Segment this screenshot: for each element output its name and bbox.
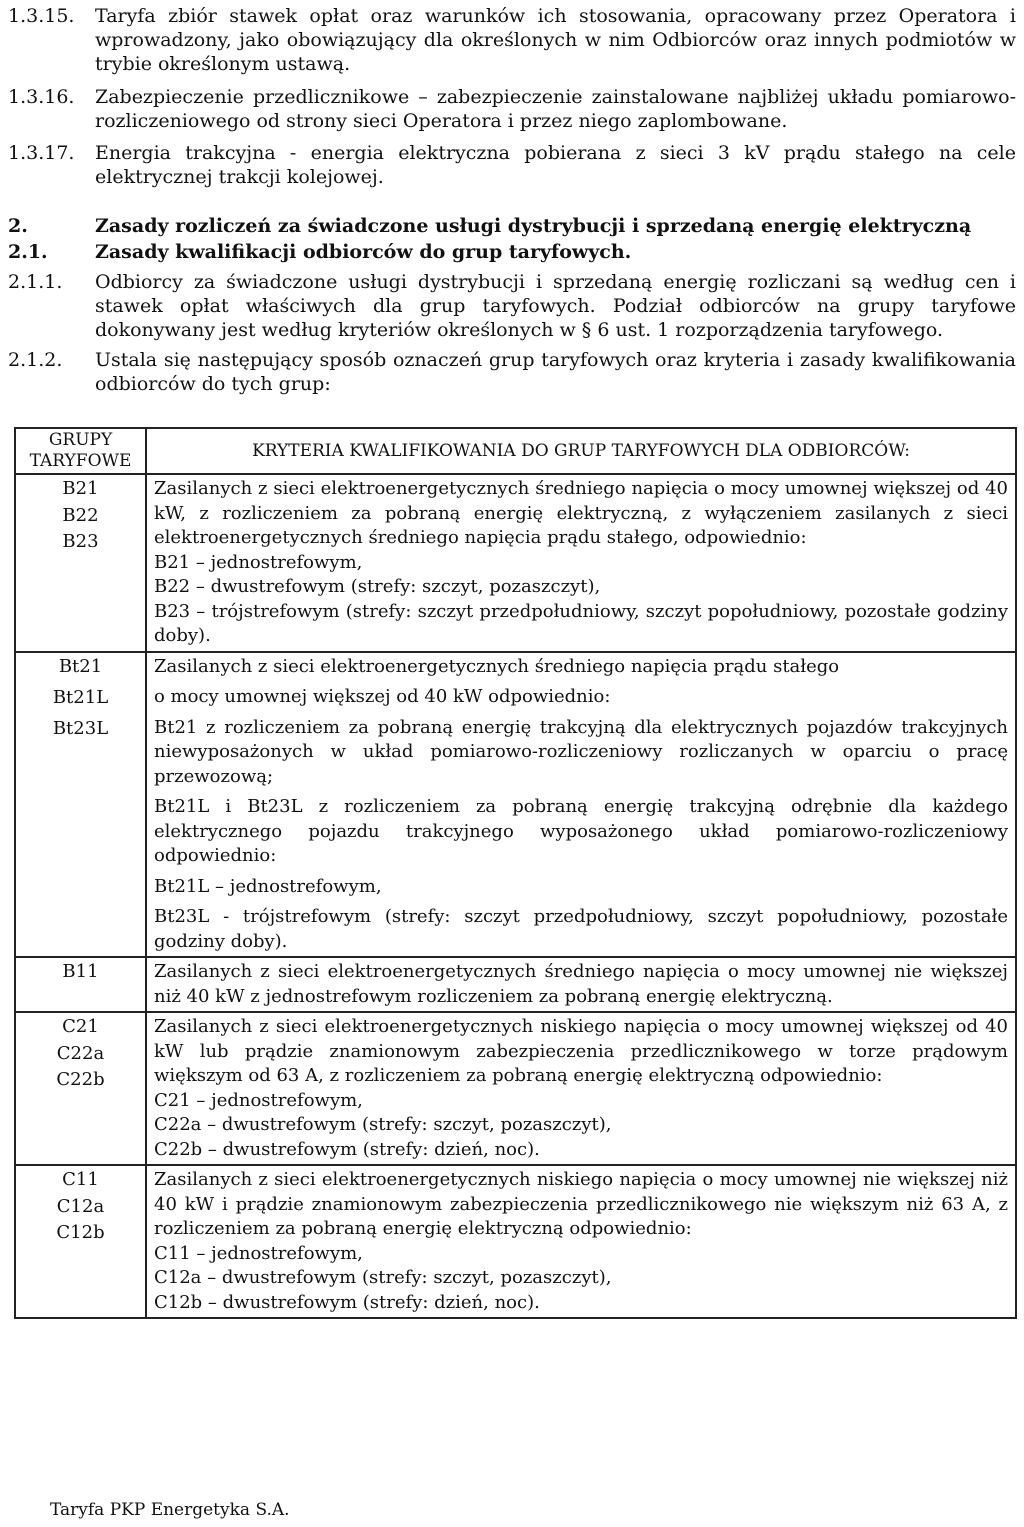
group-code: C22b [56,1069,105,1090]
group-code: Bt21L [52,686,109,708]
criteria-cell [146,474,1016,652]
criteria-line: B23 – trójstrefowym (strefy: szczyt przedpołudniowy, szczyt popołudniowy, pozostałe godziny doby). [154,600,1008,646]
criteria-line: Zasilanych z sieci elektroenergetycznych niskiego napięcia o mocy umownej większej od 40 kW lub prądzie znamionowym zabezpieczenia przedlicznikowego w torze prądowym większym od 63 A, z rozliczeniem za pobraną energię elektryczną odpowiednio: [154,1016,1008,1086]
criteria-line: Zasilanych z sieci elektroenergetycznych średniego napięcia o mocy umownej większej od 40 kW, z rozliczeniem za pobraną energię elektryczną, z wyłączeniem zasilanych z sieci elektroenergetycznych średniego napięcia prądu stałego, odpowiednio: [154,478,1008,548]
group-code: B11 [62,961,99,982]
criteria-cell [146,652,1016,958]
criteria-line: C12a – dwustrefowym (strefy: szczyt, pozaszczyt), [154,1267,612,1288]
header-groups-line1: GRUPY [48,430,113,450]
section-2-heading [8,214,1016,238]
section-number: 2. [8,215,28,237]
criteria-line: C22a – dwustrefowym (strefy: szczyt, pozaszczyt), [154,1114,612,1135]
paragraph-text: Taryfa zbiór stawek opłat oraz warunków ich stosowania, opracowany przez Operatora i wprowadzony, jako obowiązujący dla określonych w nim Odbiorców oraz innych podmiotów w trybie określonym ustawą. [95,5,1016,75]
group-codes [15,1165,146,1318]
criteria-line: Bt21L i Bt23L z rozliczeniem za pobraną energię trakcyjną odrębnie dla każdego elektrycznego pojazdu trakcyjnego wyposażonego układ pomiarowo-rozliczeniowy odpowiednio: [154,796,1008,866]
group-codes [15,957,146,1012]
definition-1-3-15 [8,4,1016,76]
criteria-line: Zasilanych z sieci elektroenergetycznych średniego napięcia prądu stałego [154,655,840,677]
paragraph-number: 1.3.15. [8,5,75,27]
table-row [15,1165,1016,1318]
criteria-line: Bt21L – jednostrefowym, [154,875,382,897]
criteria-line: o mocy umownej większej od 40 kW odpowiednio: [154,686,611,707]
group-code: C21 [62,1016,99,1037]
paragraph-number: 2.1.2. [8,349,63,371]
tariff-groups-table [14,427,1017,1319]
group-code: Bt21 [58,655,103,677]
criteria-cell [146,957,1016,1012]
group-code: C12b [56,1222,105,1243]
criteria-line: Bt21 z rozliczeniem za pobraną energię trakcyjną dla elektrycznych pojazdów trakcyjnych niewyposażonych w układ pomiarowo-rozliczeniowy rozliczanych w oparciu o pracę przewozową; [154,716,1008,787]
table-row [15,474,1016,652]
paragraph-text: Zabezpieczenie przedlicznikowe – zabezpieczenie zainstalowane najbliżej układu pomiarowo-rozliczeniowego od strony sieci Operatora i przez niego zaplombowane. [95,86,1016,132]
paragraph-2-1-1 [8,270,1016,342]
paragraph-2-1-2 [8,348,1016,396]
group-code: C11 [62,1169,99,1190]
criteria-line: Bt23L - trójstrefowym (strefy: szczyt przedpołudniowy, szczyt popołudniowy, pozostałe godziny doby). [154,906,1008,952]
paragraph-number: 1.3.16. [8,86,75,108]
group-code: B23 [62,531,99,552]
table-row [15,1012,1016,1165]
criteria-line: Zasilanych z sieci elektroenergetycznych średniego napięcia o mocy umownej nie większej niż 40 kW z jednostrefowym rozliczeniem za pobraną energię elektryczną. [154,961,1008,1007]
group-codes [15,474,146,652]
group-code: Bt23L [52,717,109,739]
criteria-line: B22 – dwustrefowym (strefy: szczyt, pozaszczyt), [154,576,601,597]
paragraph-text: Energia trakcyjna - energia elektryczna pobierana z sieci 3 kV prądu stałego na cele elektrycznej trakcji kolejowej. [95,142,1016,188]
table-row [15,652,1016,958]
criteria-line: Zasilanych z sieci elektroenergetycznych niskiego napięcia o mocy umownej nie większej niż 40 kW i prądzie znamionowym zabezpieczenia przedlicznikowego nie większym niż 63 A, z rozliczeniem za pobraną energię elektryczną odpowiednio: [154,1169,1008,1239]
section-2-1-heading [8,240,1016,264]
table-header-row [15,428,1016,474]
criteria-line: C11 – jednostrefowym, [154,1242,363,1264]
section-title: Zasady rozliczeń za świadczone usługi dystrybucji i sprzedaną energię elektryczną [95,215,972,237]
table-row [15,957,1016,1012]
section-number: 2.1. [8,241,48,263]
group-code: B21 [62,478,99,499]
criteria-line: B21 – jednostrefowym, [154,551,363,573]
criteria-cell [146,1012,1016,1165]
criteria-cell [146,1165,1016,1318]
criteria-line: C12b – dwustrefowym (strefy: dzień, noc). [154,1291,540,1313]
paragraph-text: Odbiorcy za świadczone usługi dystrybucji i sprzedaną energię rozliczani są według cen i stawek opłat właściwych dla grup taryfowych. Podział odbiorców na grupy taryfowe dokonywany jest według kryteriów określonych w § 6 ust. 1 rozporządzenia taryfowego. [95,271,1016,341]
group-code: B22 [62,504,99,526]
group-codes [15,1012,146,1165]
criteria-line: C21 – jednostrefowym, [154,1089,363,1111]
header-criteria: KRYTERIA KWALIFIKOWANIA DO GRUP TARYFOWYCH DLA ODBIORCÓW: [146,428,1016,474]
header-groups [15,428,146,474]
group-codes [15,652,146,958]
definition-1-3-17 [8,141,1016,189]
paragraph-text: Ustala się następujący sposób oznaczeń grup taryfowych oraz kryteria i zasady kwalifikowania odbiorców do tych grup: [95,349,1016,395]
section-title: Zasady kwalifikacji odbiorców do grup taryfowych. [95,241,632,263]
header-groups-line2: TARYFOWE [29,451,132,471]
group-code: C12a [56,1195,105,1217]
group-code: C22a [56,1042,105,1064]
paragraph-number: 1.3.17. [8,142,75,164]
definition-1-3-16 [8,85,1016,133]
criteria-line: C22b – dwustrefowym (strefy: dzień, noc). [154,1138,540,1160]
page-footer: Taryfa PKP Energetyka S.A. [50,1500,290,1520]
paragraph-number: 2.1.1. [8,271,63,293]
